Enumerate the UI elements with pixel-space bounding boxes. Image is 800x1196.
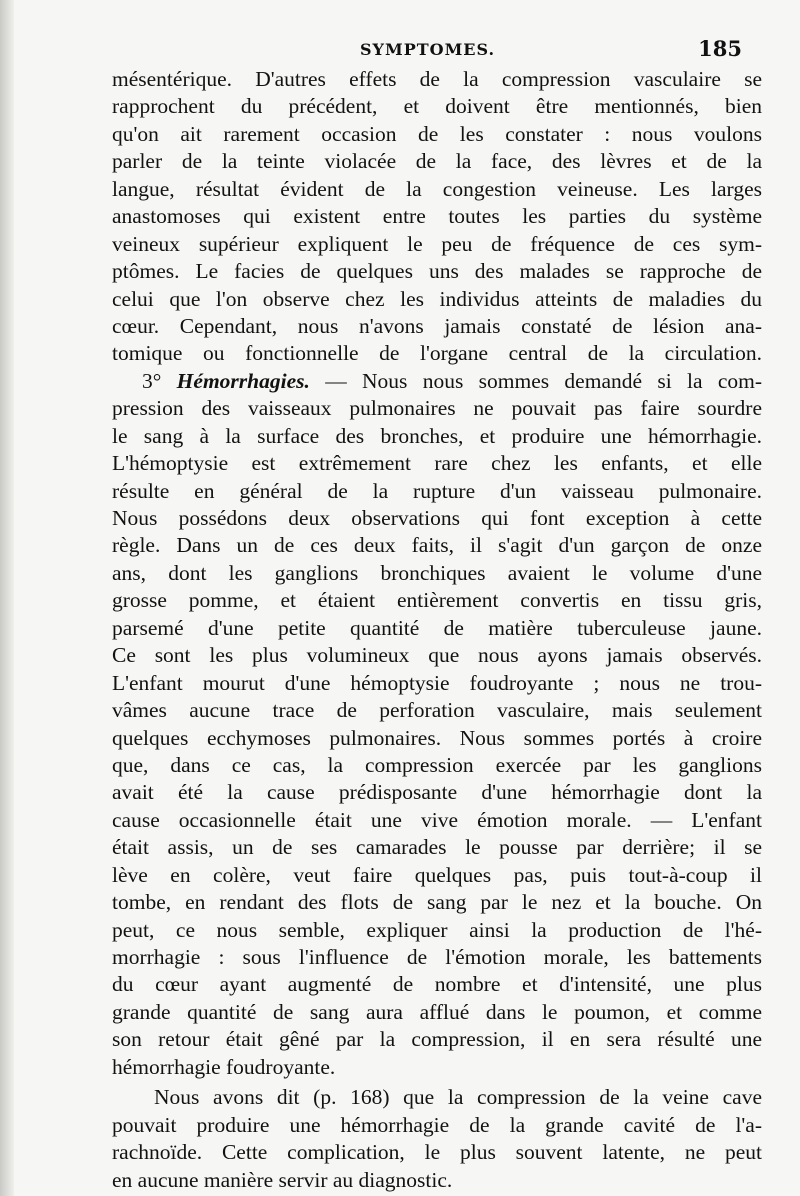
text-line: tombe, en rendant des flots de sang par le nez et la bouche. On <box>112 890 762 915</box>
section-heading-line <box>112 368 762 395</box>
text-line: L'hémoptysie est extrêmement rare chez les enfants, et elle <box>112 451 762 476</box>
text-line: parsemé d'une petite quantité de matière tuberculeuse jaune. <box>112 615 762 640</box>
text-line: cause occasionnelle était une vive émotion morale. — L'enfant <box>112 807 762 832</box>
text-line: anastomoses qui existent entre toutes les parties du système <box>112 204 762 229</box>
text-line: quelques ecchymoses pulmonaires. Nous sommes portés à croire <box>112 725 762 750</box>
running-head <box>110 36 742 66</box>
page-number: 185 <box>698 36 742 61</box>
text-line: résulte en général de la rupture d'un vaisseau pulmonaire. <box>112 478 762 503</box>
text-line: pression des vaisseaux pulmonaires ne pouvait pas faire sourdre <box>112 396 762 421</box>
text-line: lève en colère, veut faire quelques pas, puis tout-à-coup il <box>112 862 762 887</box>
text-line: cœur. Cependant, nous n'avons jamais constaté de lésion ana- <box>112 313 762 338</box>
text-line: était assis, un de ses camarades le pousse par derrière; il se <box>112 835 762 860</box>
text-line: rapprochent du précédent, et doivent être mentionnés, bien <box>112 94 762 119</box>
text-line: veineux supérieur expliquent le peu de fréquence de ces sym- <box>112 231 762 256</box>
text-line: celui que l'on observe chez les individus atteints de maladies du <box>112 286 762 311</box>
text-line: grosse pomme, et étaient entièrement convertis en tissu gris, <box>112 588 762 613</box>
text-line: ans, dont les ganglions bronchiques avaient le volume d'une <box>112 560 762 585</box>
text-line: que, dans ce cas, la compression exercée par les ganglions <box>112 752 762 777</box>
text-line: qu'on ait rarement occasion de les constater : nous voulons <box>112 121 762 146</box>
text-line: pouvait produire une hémorrhagie de la grande cavité de l'a- <box>112 1112 762 1137</box>
body-text <box>112 66 762 1194</box>
section-title: Hémorrhagies. <box>176 368 310 393</box>
text-line: le sang à la surface des bronches, et produire une hémorrhagie. <box>112 423 762 448</box>
text-line: tomique ou fonctionnelle de l'organe central de la circulation. <box>112 341 762 366</box>
text-line: Nous possédons deux observations qui font exception à cette <box>112 506 762 530</box>
text-line: mésentérique. D'autres effets de la compression vasculaire se <box>112 67 762 91</box>
text-line: peut, ce nous semble, expliquer ainsi la production de l'hé- <box>112 917 762 942</box>
text-line: son retour était gêné par la compression, il en sera résulté une <box>112 1027 762 1052</box>
paragraph-last-line: hémorrhagie foudroyante. <box>112 1054 336 1079</box>
text-line: vâmes aucune trace de perforation vasculaire, mais seulement <box>112 698 762 723</box>
paragraph-last-line: en aucune manière servir au diagnostic. <box>112 1167 453 1192</box>
page-gutter-shadow <box>0 0 14 1196</box>
text-line: langue, résultat évident de la congestion veineuse. Les larges <box>112 176 762 201</box>
running-title: SYMPTOMES. <box>360 40 496 59</box>
section-number: 3° <box>142 368 162 393</box>
text-line: rachnoïde. Cette complication, le plus souvent latente, ne peut <box>112 1140 762 1165</box>
text-line: règle. Dans un de ces deux faits, il s'agit d'un garçon de onze <box>112 533 762 558</box>
text-line: Nous avons dit (p. 168) que la compression de la veine cave <box>154 1085 762 1110</box>
text-line: ptômes. Le facies de quelques uns des malades se rapproche de <box>112 259 762 284</box>
text-line: L'enfant mourut d'une hémoptysie foudroyante ; nous ne trou- <box>112 670 762 695</box>
text-line: parler de la teinte violacée de la face, des lèvres et de la <box>112 149 762 174</box>
section-first-line: — Nous nous sommes demandé si la com- <box>325 368 762 393</box>
text-line: morrhagie : sous l'influence de l'émotion morale, les battements <box>112 945 762 969</box>
text-line: du cœur ayant augmenté de nombre et d'intensité, une plus <box>112 972 762 997</box>
text-line: grande quantité de sang aura afflué dans le poumon, et comme <box>112 999 762 1024</box>
text-line: Ce sont les plus volumineux que nous ayons jamais observés. <box>112 643 762 668</box>
text-line: avait été la cause prédisposante d'une hémorrhagie dont la <box>112 780 762 805</box>
